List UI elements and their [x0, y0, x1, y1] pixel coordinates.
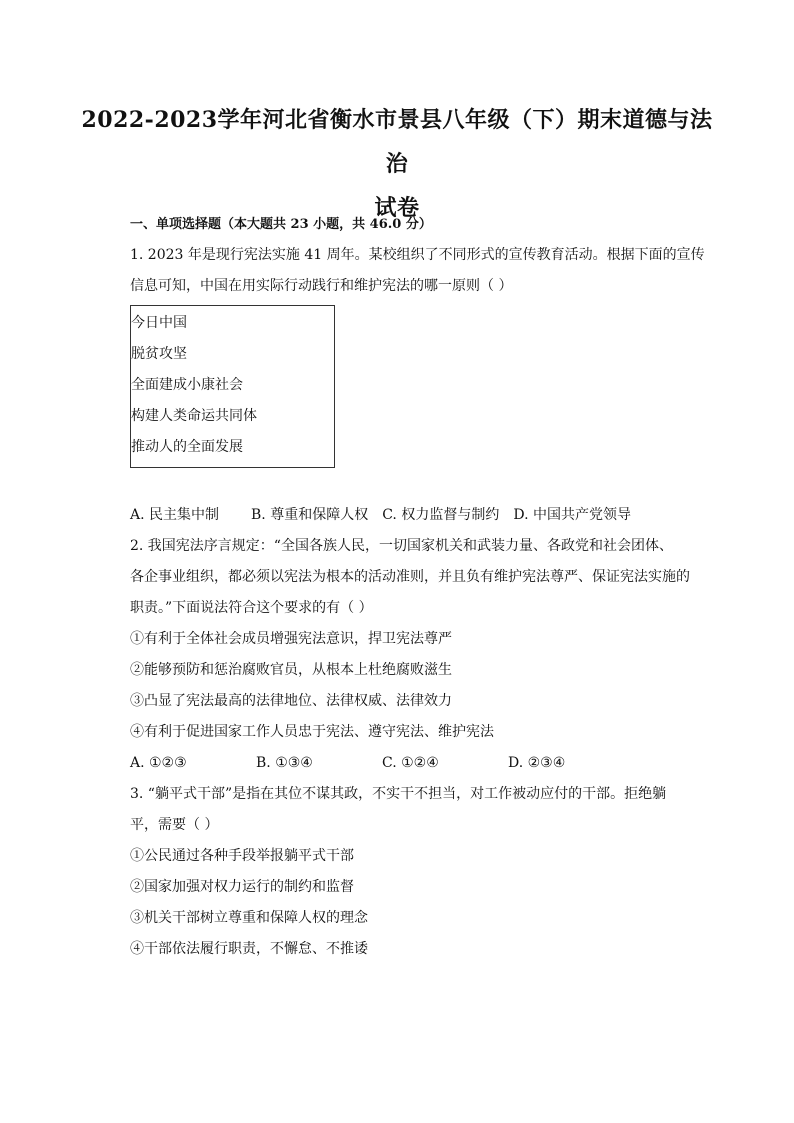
question-3 [130, 779, 690, 965]
info-box-line: 推动人的全面发展 [131, 439, 243, 455]
title-line-1: 2022-2023学年河北省衡水市景县八年级（下）期末道德与法治 [81, 107, 713, 177]
section-heading: 一、单项选择题（本大题共 23 小题，共 46.0 分） [130, 217, 432, 232]
title-line-2: 试卷 [374, 195, 420, 221]
question-2-text-line-3: 职责。”下面说法符合这个要求的有（ ） [130, 600, 373, 616]
question-2-text-line-2: 各企事业组织，都必须以宪法为根本的活动准则，并且负有维护宪法尊严、保证宪法实施的 [130, 569, 690, 585]
spacer [130, 478, 690, 500]
option-c: C. ①②④ [382, 755, 439, 771]
question-3-item-4: ④干部依法履行职责，不懈怠、不推诿 [130, 941, 368, 957]
info-box-line: 构建人类命运共同体 [131, 408, 257, 424]
option-c: C. 权力监督与制约 [382, 507, 500, 523]
question-1-options [130, 500, 690, 531]
info-box-line: 今日中国 [131, 315, 187, 331]
info-box-line: 脱贫攻坚 [131, 346, 187, 362]
question-1-info-box [130, 305, 335, 468]
option-a: A. 民主集中制 [130, 507, 220, 523]
option-d: D. 中国共产党领导 [513, 507, 631, 523]
option-b: B. ①③④ [256, 755, 313, 771]
option-d: D. ②③④ [508, 755, 566, 771]
question-1-text-line-2: 信息可知，中国在用实际行动践行和维护宪法的哪一原则（ ） [130, 278, 513, 294]
question-2-item-4: ④有利于促进国家工作人员忠于宪法、遵守宪法、维护宪法 [130, 724, 494, 740]
option-a: A. ①②③ [130, 755, 187, 771]
question-1 [130, 240, 705, 531]
question-3-item-2: ②国家加强对权力运行的制约和监督 [130, 879, 354, 895]
question-2-item-1: ①有利于全体社会成员增强宪法意识，捍卫宪法尊严 [130, 631, 452, 647]
question-1-text-line-1: 1. 2023 年是现行宪法实施 41 周年。某校组织了不同形式的宣传教育活动。根据下面的宣传 [130, 247, 705, 263]
question-3-item-3: ③机关干部树立尊重和保障人权的理念 [130, 910, 368, 926]
option-b: B. 尊重和保障人权 [251, 507, 369, 523]
exam-content [130, 210, 705, 965]
question-2-item-3: ③凸显了宪法最高的法律地位、法律权威、法律效力 [130, 693, 452, 709]
question-2-options [130, 748, 690, 779]
question-3-text-line-2: 平，需要（ ） [130, 817, 219, 833]
question-2-item-2: ②能够预防和惩治腐败官员，从根本上杜绝腐败滋生 [130, 662, 452, 678]
question-2-text-line-1: 2. 我国宪法序言规定：“全国各族人民，一切国家机关和武装力量、各政党和社会团体、 [130, 538, 673, 554]
question-3-text-line-1: 3. “躺平式干部”是指在其位不谋其政，不实干不担当，对工作被动应付的干部。拒绝躺 [130, 786, 667, 802]
question-2 [130, 531, 690, 779]
question-3-item-1: ①公民通过各种手段举报躺平式干部 [130, 848, 354, 864]
info-box-line: 全面建成小康社会 [131, 377, 243, 393]
